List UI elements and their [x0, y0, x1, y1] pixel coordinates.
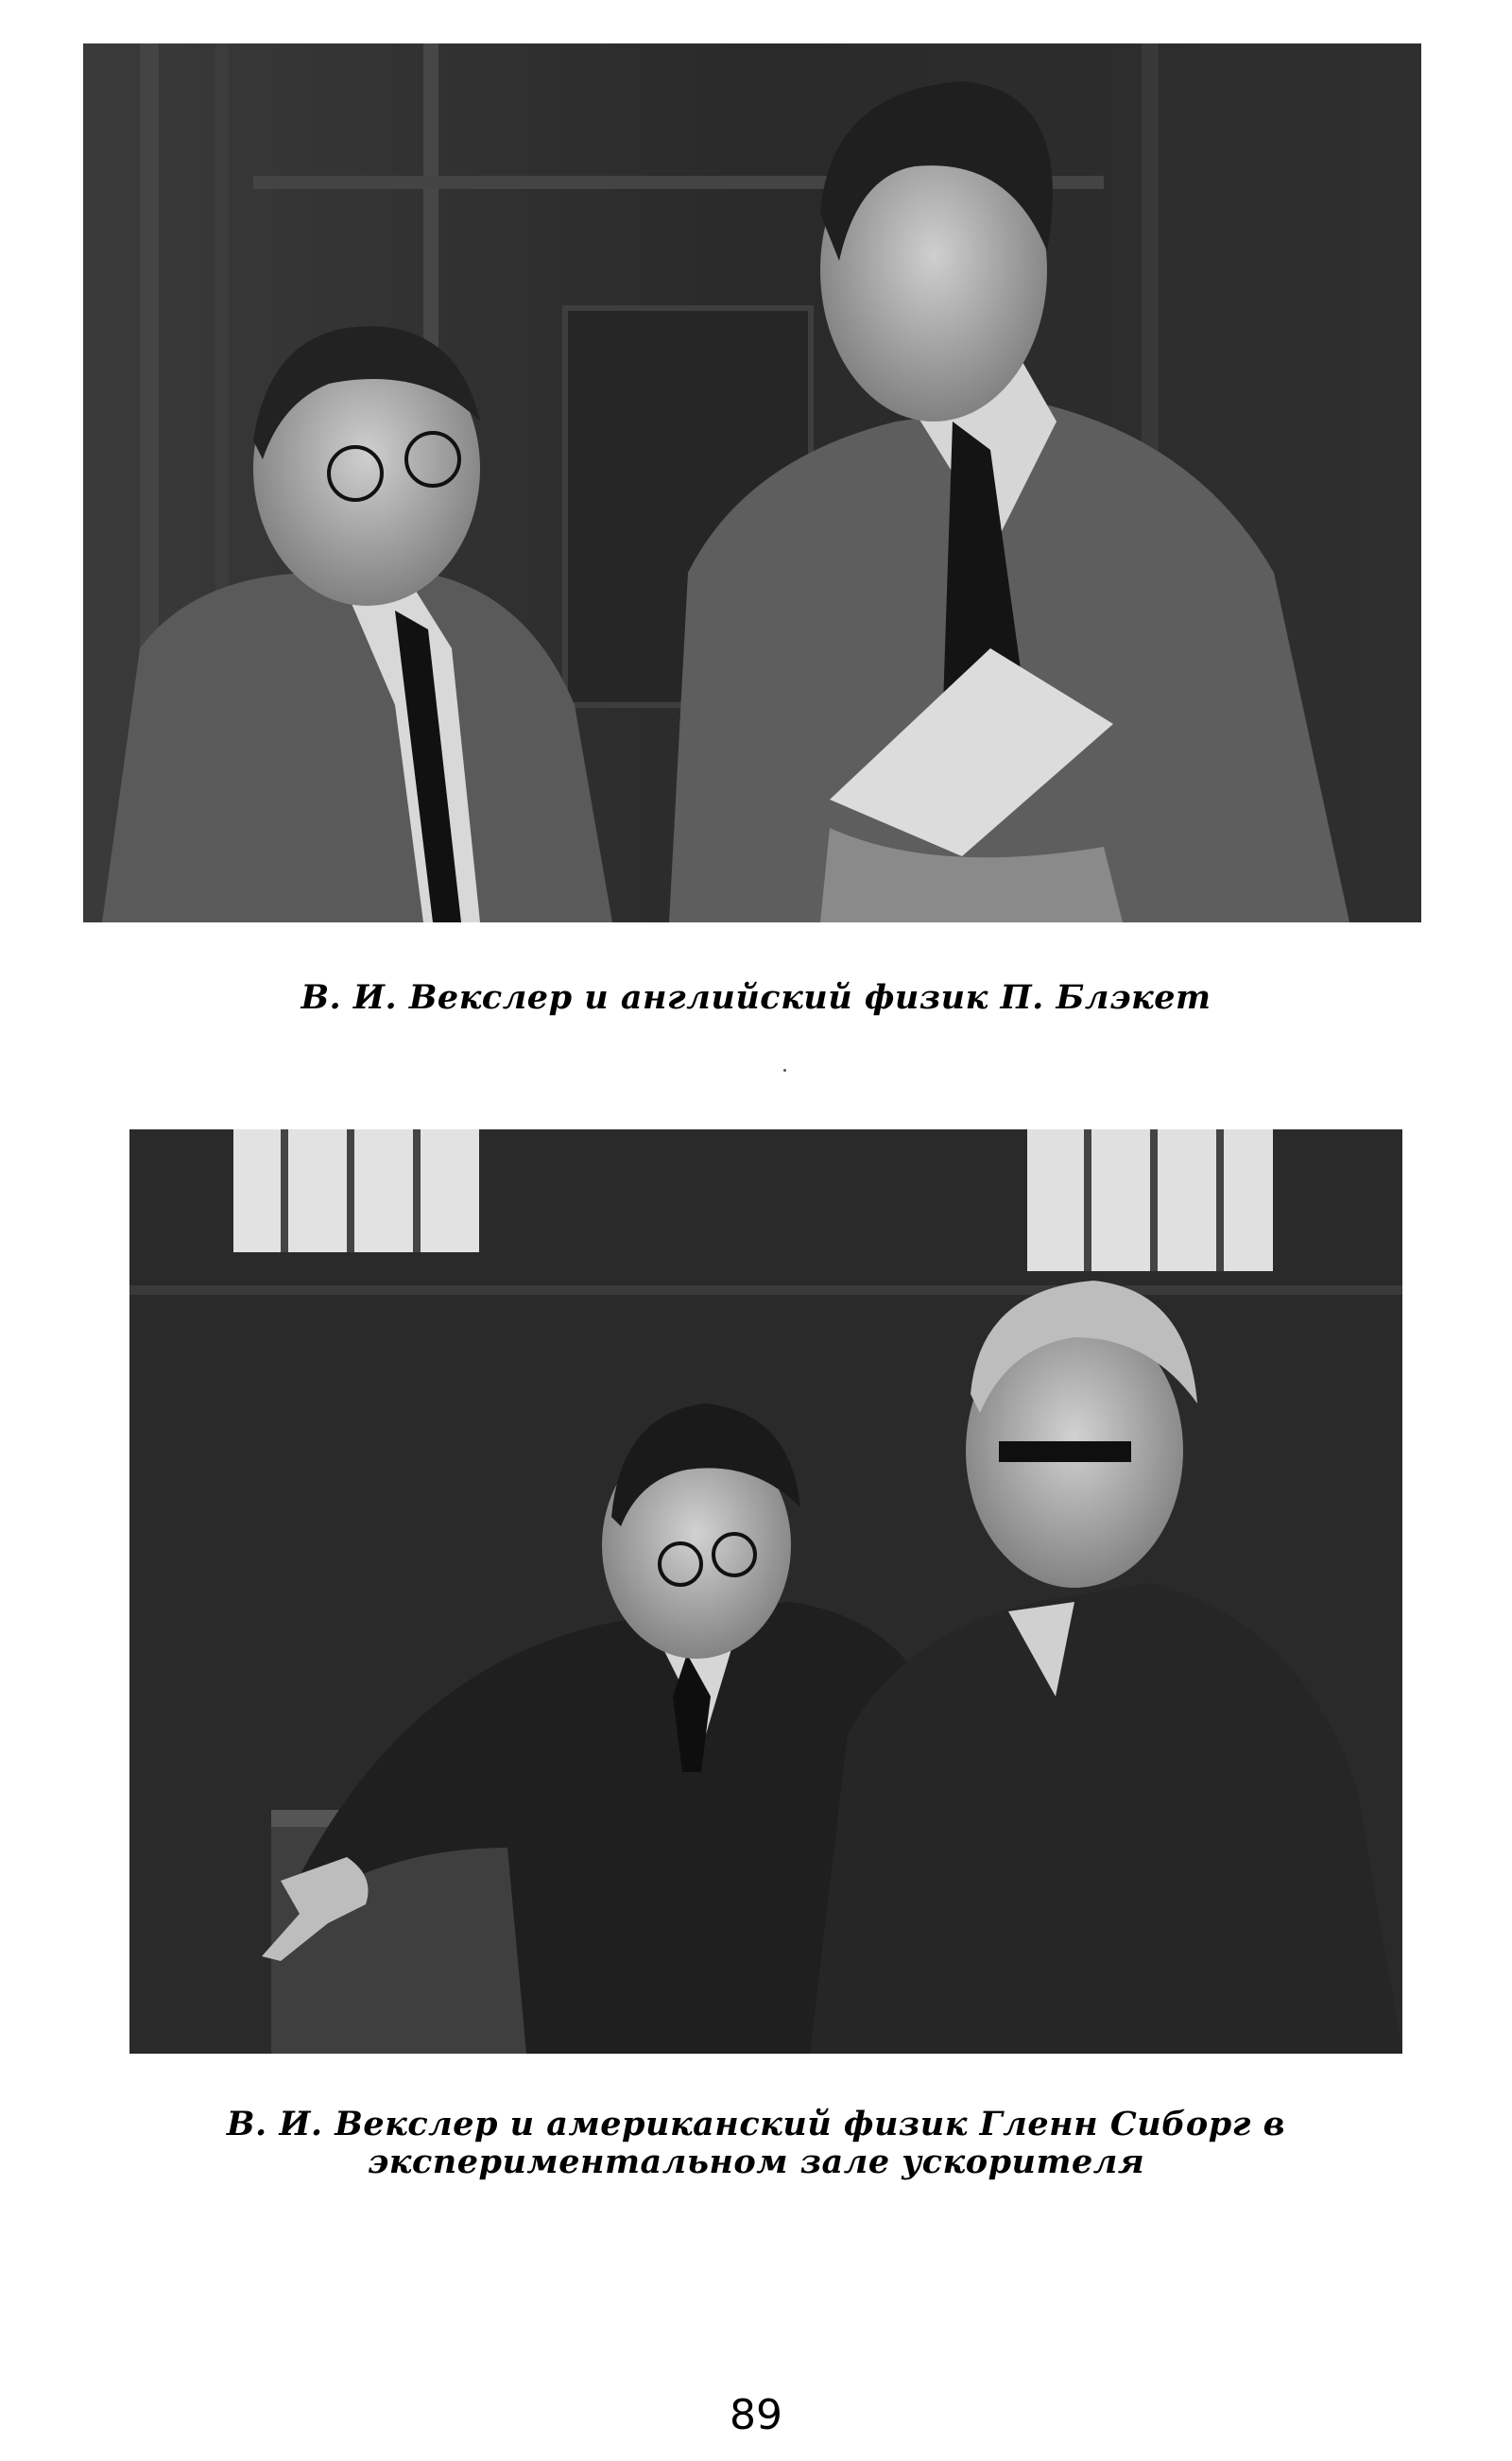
photo-vexler-seaborg	[129, 1129, 1402, 2054]
figure-caption-1: В. И. Векслер и английский физик П. Блэкет	[301, 978, 1211, 1017]
photo-1-image	[83, 43, 1421, 922]
photo-2-image	[129, 1129, 1402, 2054]
figure-caption-2: В. И. Векслер и американский физик Гленн Сиборг в экспериментальном зале ускорителя	[226, 2105, 1286, 2181]
print-speck	[783, 1069, 786, 1072]
page-number: 89	[730, 2391, 782, 2439]
photo-vexler-blackett	[83, 43, 1421, 922]
